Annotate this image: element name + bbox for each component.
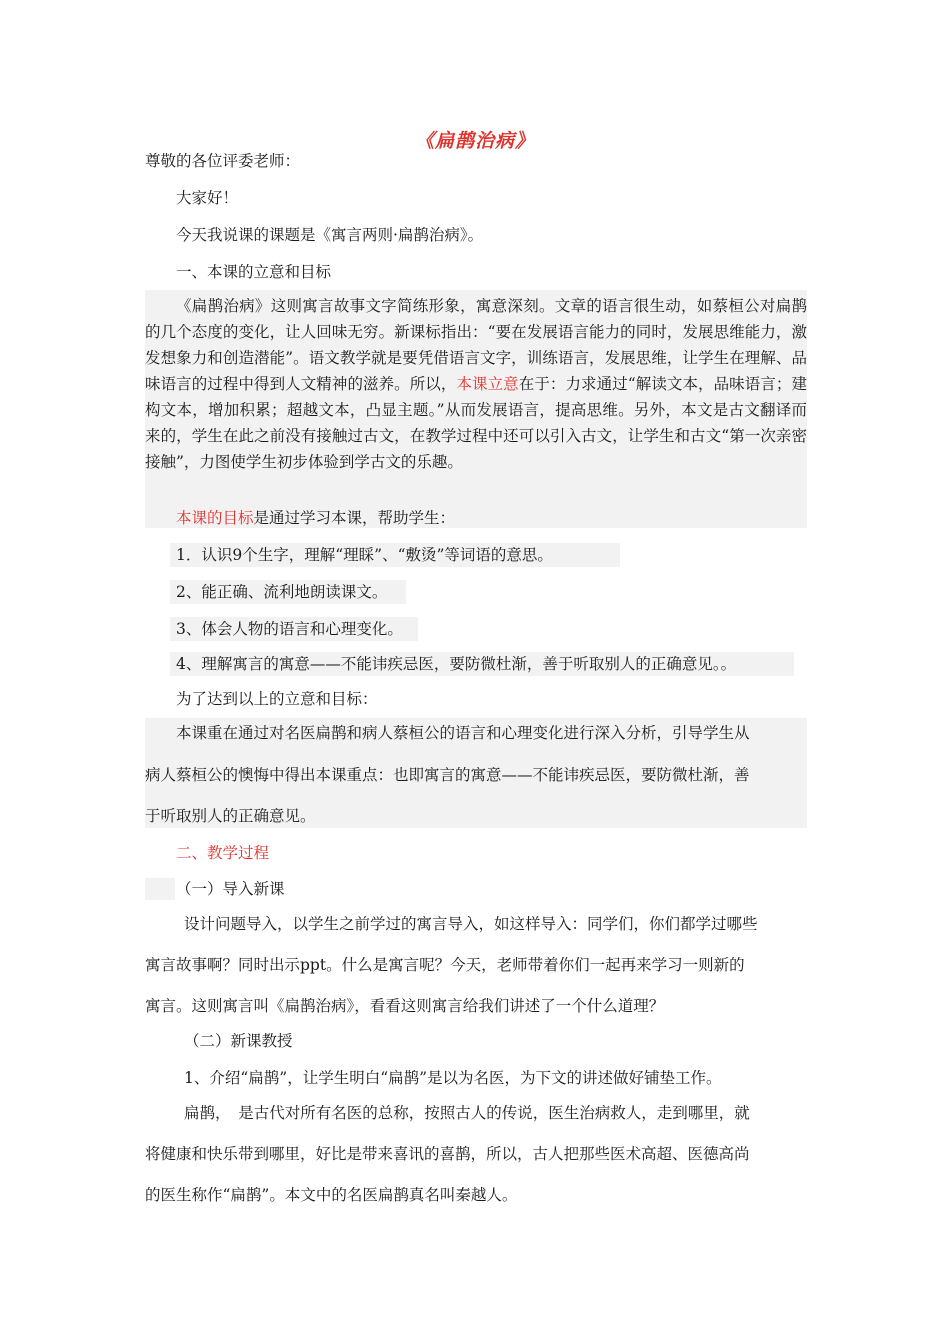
import-line: 寓言。这则寓言叫《扁鹊治病》，看看这则寓言给我们讲述了一个什么道理？ <box>145 997 665 1015</box>
topic-line: 今天我说课的课题是《寓言两则·扁鹊治病》。 <box>176 226 484 244</box>
goal-item: 2、能正确、流利地朗读课文。 <box>176 583 388 601</box>
goal-item: 4、理解寓言的寓意——不能讳疾忌医，要防微杜渐，善于听取别人的正确意见。。 <box>176 655 737 673</box>
section2-heading: 二、教学过程 <box>176 844 270 862</box>
focus-line: 于听取别人的正确意见。 <box>145 807 316 825</box>
import-line: 寓言故事啊？同时出示ppt。什么是寓言呢？今天，老师带着你们一起再来学习一则新的 <box>145 956 745 974</box>
focus-line: 病人蔡桓公的懊悔中得出本课重点：也即寓言的寓意——不能讳疾忌医，要防微杜渐，善 <box>145 766 750 784</box>
hello-line: 大家好！ <box>176 189 239 207</box>
greeting: 尊敬的各位评委老师： <box>145 152 301 170</box>
goal-item: 3、体会人物的语言和心理变化。 <box>176 620 403 638</box>
goal-highlight: 本课的目标 <box>176 509 254 527</box>
goal-item: 1．认识9个生字，理解“理睬”、“敷烫”等词语的意思。 <box>176 546 553 564</box>
intro-paragraph <box>145 293 807 475</box>
focus-line: 本课重在通过对名医扁鹊和病人蔡桓公的语言和心理变化进行深入分析，引导学生从 <box>176 724 750 742</box>
import-line: 设计问题导入，以学生之前学过的寓言导入，如这样导入：同学们，你们都学过哪些 <box>184 915 758 933</box>
document-title: 《扁鹊治病》 <box>414 130 535 152</box>
to-achieve-line: 为了达到以上的立意和目标： <box>176 690 378 708</box>
intro-text-part1: 《扁鹊治病》这则寓言故事文字简练形象，寓意深刻。文章的语言很生动，如蔡桓公对扁鹊的几个态度的变化，让人回味无穷。新课标指出：“要在发展语言能力的同时，发展思维能力，激发想象力和创造潜能”。语文教学就是要凭借语言文字，训练语言，发展思维，让学生在理解、品味语言的过程中得到人文精神的滋养。所以， <box>145 297 807 393</box>
sub1-heading: （一）导入新课 <box>176 880 285 898</box>
bianque-line: 将健康和快乐带到哪里，好比是带来喜讯的喜鹊，所以，古人把那些医术高超、医德高尚 <box>145 1145 750 1163</box>
goal-rest: 是通过学习本课，帮助学生： <box>253 509 456 527</box>
bianque-line: 的医生称作“扁鹊”。本文中的名医扁鹊真名叫秦越人。 <box>145 1186 518 1204</box>
sub1-shade <box>145 878 175 900</box>
sub2-heading: （二）新课教授 <box>184 1032 293 1050</box>
intro-bianque-line: 1、介绍“扁鹊”，让学生明白“扁鹊”是以为名医，为下文的讲述做好铺垫工作。 <box>184 1069 722 1087</box>
intro-highlight: 本课立意 <box>456 375 519 393</box>
intro-text-part2: 在于：力求通过“解读文本，品味语言；建构文本，增加积累；超越文本，凸显主题。”从而发展语言，提高思维。另外，本文是古文翻译而来的，学生在此之前没有接触过古文，在教学过程中还可以引入古文，让学生和古文“第一次亲密接触”，力图使学生初步体验到学古文的乐趣。 <box>145 375 807 471</box>
bianque-line: 扁鹊， 是古代对所有名医的总称，按照古人的传说，医生治病救人，走到哪里，就 <box>184 1104 750 1122</box>
goal-intro <box>176 507 455 529</box>
section1-heading: 一、本课的立意和目标 <box>176 263 332 281</box>
